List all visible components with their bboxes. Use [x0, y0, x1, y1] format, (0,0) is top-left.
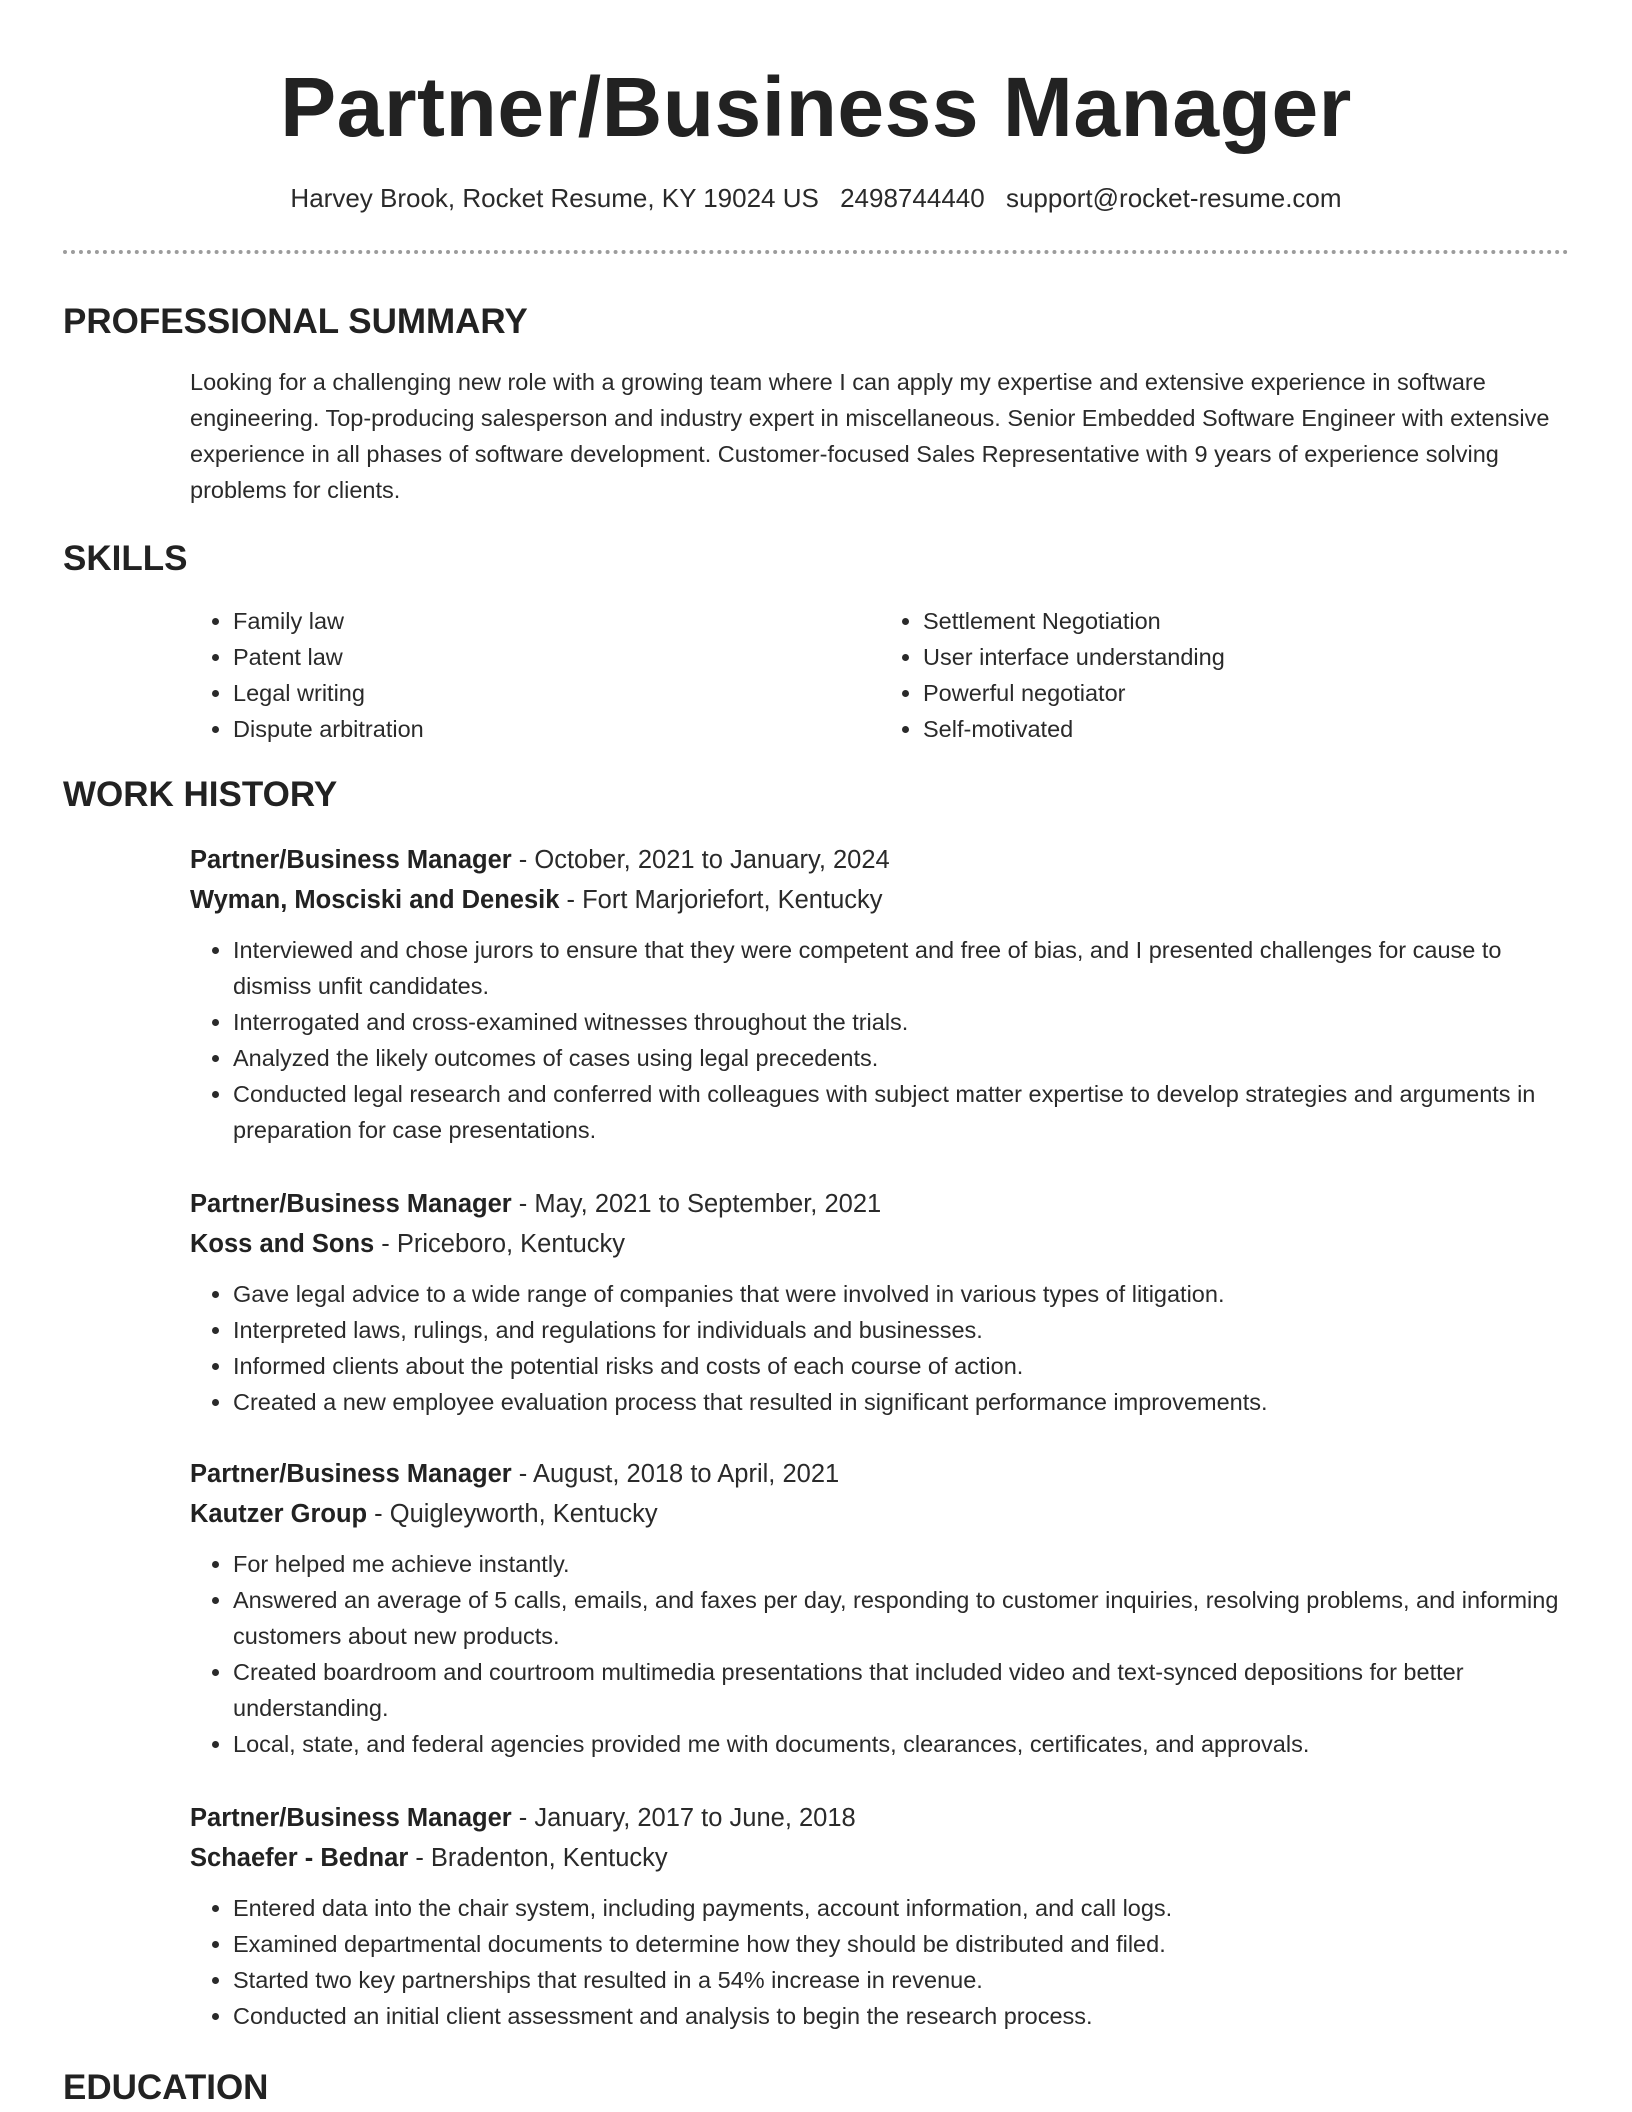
skill-item: • Family law	[233, 603, 880, 639]
header-divider	[63, 250, 1569, 254]
job-bullet: • Conducted legal research and conferred with colleagues with subject matter expertise to develop strategies and arguments in preparation for case presentations.	[233, 1076, 1570, 1148]
job-company-line	[190, 880, 1570, 920]
section-title-work-history: WORK HISTORY	[63, 775, 338, 814]
job-bullet: • Interviewed and chose jurors to ensure that they were competent and free of bias, and I presented challenges for cause to dismiss unfit candidates.	[233, 932, 1570, 1004]
job-location: - Priceboro, Kentucky	[374, 1230, 626, 1258]
job-location: - Quigleyworth, Kentucky	[367, 1500, 658, 1528]
contact-address: Harvey Brook, Rocket Resume, KY 19024 US	[290, 183, 819, 213]
job-company: Kautzer Group	[190, 1500, 368, 1528]
job-bullet: • Interpreted laws, rulings, and regulations for individuals and businesses.	[233, 1312, 1570, 1348]
job-bullet: • Local, state, and federal agencies provided me with documents, clearances, certificates, and approvals.	[233, 1726, 1570, 1762]
skill-item: • Self-motivated	[923, 711, 1570, 747]
job-title-line	[190, 1454, 1570, 1494]
job-bullet: • Created a new employee evaluation process that resulted in significant performance improvements.	[233, 1384, 1570, 1420]
job-location: - Bradenton, Kentucky	[408, 1844, 668, 1872]
job-title-line	[190, 1798, 1570, 1838]
job-bullet: • For helped me achieve instantly.	[233, 1546, 1570, 1582]
job-bullet: • Entered data into the chair system, including payments, account information, and call logs.	[233, 1890, 1570, 1926]
job-bullet: • Created boardroom and courtroom multimedia presentations that included video and text-synced depositions for better understanding.	[233, 1654, 1570, 1726]
resume-name-heading: Partner/Business Manager	[280, 60, 1352, 154]
job-bullets	[190, 1276, 1570, 1420]
skill-item: • Legal writing	[233, 675, 880, 711]
summary-text: Looking for a challenging new role with a growing team where I can apply my expertise and extensive experience in software engineering. Top-producing salesperson and industry expert in miscellaneous. Senior Embedded Software Engineer with extensive experience in all phases of software development. Customer-focused Sales Representative with 9 years of experience solving problems for clients.	[190, 369, 1550, 503]
job-title-line	[190, 840, 1570, 880]
skills-column-right	[880, 603, 1570, 747]
job-title-line	[190, 1184, 1570, 1224]
contact-line	[0, 180, 1632, 216]
job-bullets	[190, 932, 1570, 1148]
job-bullet: • Started two key partnerships that resulted in a 54% increase in revenue.	[233, 1962, 1570, 1998]
job-dates: - August, 2018 to April, 2021	[511, 1460, 840, 1488]
job-company-line	[190, 1224, 1570, 1264]
skills-list	[190, 603, 1570, 747]
job-bullet: • Analyzed the likely outcomes of cases using legal precedents.	[233, 1040, 1570, 1076]
job-entry	[190, 840, 1570, 1148]
job-entry	[190, 1184, 1570, 1420]
contact-phone: 2498744440	[840, 183, 985, 213]
job-company-line	[190, 1838, 1570, 1878]
skill-item: • User interface understanding	[923, 639, 1570, 675]
job-bullet: • Gave legal advice to a wide range of companies that were involved in various types of litigation.	[233, 1276, 1570, 1312]
job-bullet: • Interrogated and cross-examined witnesses throughout the trials.	[233, 1004, 1570, 1040]
job-bullet: • Examined departmental documents to determine how they should be distributed and filed.	[233, 1926, 1570, 1962]
job-company: Wyman, Mosciski and Denesik	[190, 886, 560, 914]
job-title: Partner/Business Manager	[190, 1190, 512, 1218]
contact-email: support@rocket-resume.com	[1005, 183, 1342, 213]
job-company-line	[190, 1494, 1570, 1534]
job-dates: - October, 2021 to January, 2024	[511, 846, 890, 874]
job-bullet: • Conducted an initial client assessment and analysis to begin the research process.	[233, 1998, 1570, 2034]
skill-item: • Powerful negotiator	[923, 675, 1570, 711]
job-bullet: • Informed clients about the potential risks and costs of each course of action.	[233, 1348, 1570, 1384]
job-entry	[190, 1454, 1570, 1762]
skills-column-left	[190, 603, 880, 747]
job-bullet: • Answered an average of 5 calls, emails, and faxes per day, responding to customer inquiries, resolving problems, and informing customers about new products.	[233, 1582, 1570, 1654]
skill-item: • Settlement Negotiation	[923, 603, 1570, 639]
job-bullets	[190, 1890, 1570, 2034]
section-title-skills: SKILLS	[63, 539, 188, 578]
skill-item: • Patent law	[233, 639, 880, 675]
skill-item: • Dispute arbitration	[233, 711, 880, 747]
section-title-education: EDUCATION	[63, 2068, 269, 2107]
section-title-summary: PROFESSIONAL SUMMARY	[63, 302, 528, 341]
job-entry	[190, 1798, 1570, 2034]
job-company: Koss and Sons	[190, 1230, 375, 1258]
job-dates: - May, 2021 to September, 2021	[511, 1190, 882, 1218]
job-title: Partner/Business Manager	[190, 1804, 512, 1832]
job-location: - Fort Marjoriefort, Kentucky	[559, 886, 883, 914]
job-dates: - January, 2017 to June, 2018	[511, 1804, 856, 1832]
job-title: Partner/Business Manager	[190, 846, 512, 874]
job-company: Schaefer - Bednar	[190, 1844, 409, 1872]
job-title: Partner/Business Manager	[190, 1460, 512, 1488]
job-bullets	[190, 1546, 1570, 1762]
